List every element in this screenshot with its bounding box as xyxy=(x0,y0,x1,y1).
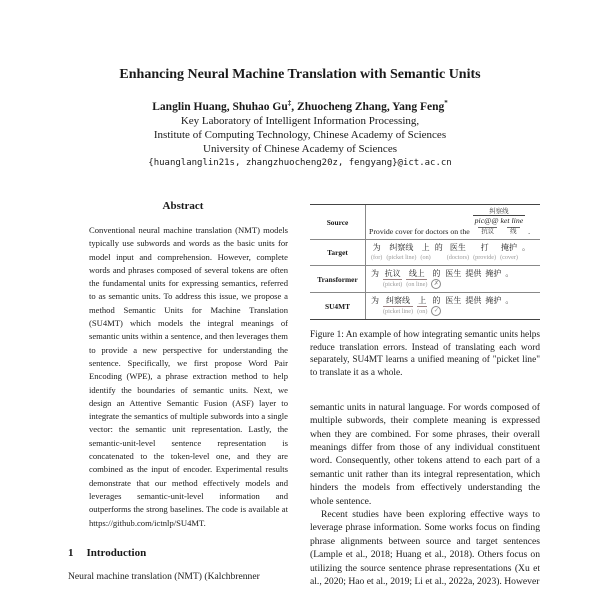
word-item xyxy=(465,296,481,315)
word-gloss: (for) xyxy=(371,254,383,261)
word-chinese: 线上 xyxy=(406,269,427,280)
figure-row-content xyxy=(366,293,540,319)
word-chinese: 抗议 xyxy=(384,269,401,278)
body-paragraph-1: semantic units in natural language. For words composed of multiple subwords, their complete meaning is expressed when they are combined. For some phrases, their overall meanings differ from those of any individual constituent word. Consequently, other tokens attend to each part of a semantic unit rather than its integral representation, which hinders the models from effectively understanding the whole sentence. xyxy=(310,401,540,507)
word-item xyxy=(500,243,518,262)
check-circle-icon: ✓ xyxy=(431,306,441,316)
figure-row-label: Transformer xyxy=(310,266,366,292)
figure-row xyxy=(310,266,540,293)
phrase-above-label: 纠察线 xyxy=(489,208,509,215)
word-item xyxy=(431,296,441,316)
word-item xyxy=(505,296,513,315)
word-gloss: (cover) xyxy=(500,254,518,261)
word-gloss xyxy=(445,279,461,288)
abstract-heading: Abstract xyxy=(162,200,204,212)
author-line xyxy=(0,99,600,113)
word-gloss xyxy=(522,253,530,262)
source-sentence xyxy=(369,208,537,236)
word-chinese: 提供 xyxy=(465,296,482,305)
figure-row-content xyxy=(366,205,540,239)
word-gloss: (doctors) xyxy=(446,254,470,261)
word-item xyxy=(505,269,513,288)
word-item xyxy=(435,243,443,262)
word-item xyxy=(473,243,496,262)
word-item xyxy=(447,243,469,262)
word-gloss: (on) xyxy=(420,254,431,261)
author-names-2: , Zhuocheng Zhang, Yang Feng xyxy=(291,100,445,113)
word-item xyxy=(386,243,416,262)
word-chinese: 上 xyxy=(421,243,430,252)
word-chinese: 纠察线 xyxy=(389,243,414,252)
author-superscript-asterisk: * xyxy=(444,99,448,107)
word-item xyxy=(371,243,382,262)
word-chinese: 的 xyxy=(432,269,441,278)
word-item xyxy=(417,296,427,316)
phrase-english: pic@@ ket line xyxy=(474,216,524,225)
word-gloss xyxy=(485,306,501,315)
word-gloss xyxy=(371,306,379,315)
figure-row-label: Source xyxy=(310,205,366,239)
phrase-below-labels xyxy=(478,227,519,236)
phrase-below-label: 抗议 xyxy=(478,227,497,236)
word-chinese: 为 xyxy=(371,296,379,305)
word-gloss xyxy=(505,306,513,315)
phrase-annotation xyxy=(473,208,526,236)
figure-row-label: SU4MT xyxy=(310,293,366,319)
word-chinese: 为 xyxy=(371,269,379,278)
word-chinese: 提供 xyxy=(465,269,482,278)
word-gloss: (on line) xyxy=(406,281,428,288)
word-item xyxy=(522,243,530,262)
figure-row xyxy=(310,205,540,240)
figure-1-table xyxy=(310,204,540,320)
word-gloss xyxy=(485,279,501,288)
word-gloss: (on) xyxy=(417,308,428,315)
figure-row xyxy=(310,293,540,319)
word-item xyxy=(420,243,430,262)
word-item xyxy=(371,296,379,315)
word-gloss: (provide) xyxy=(473,254,497,261)
word-gloss: (picket line) xyxy=(386,254,417,261)
word-item xyxy=(431,269,441,289)
figure-row-content xyxy=(366,240,540,265)
word-chinese: 的 xyxy=(432,296,441,305)
word-chinese: 掩护 xyxy=(485,269,502,278)
word-chinese: 。 xyxy=(505,269,514,278)
word-gloss xyxy=(505,279,513,288)
word-item xyxy=(465,269,481,288)
word-chinese: 的 xyxy=(434,243,443,252)
word-chinese: 掩护 xyxy=(485,296,502,305)
word-gloss xyxy=(431,279,441,289)
left-column xyxy=(68,194,298,589)
phrase-below-label: 线 xyxy=(507,227,519,236)
figure-row-content xyxy=(366,266,540,292)
cross-circle-icon: ✗ xyxy=(431,279,441,289)
word-gloss xyxy=(445,306,461,315)
paper-title: Enhancing Neural Machine Translation with Semantic Units xyxy=(119,67,481,82)
word-item xyxy=(371,269,379,288)
word-chinese: 纠察线 xyxy=(383,296,413,307)
word-chinese: 为 xyxy=(372,243,381,252)
word-chinese: 医生 xyxy=(449,243,466,252)
word-gloss: (picket line) xyxy=(383,308,414,315)
affiliation-line-3: University of Chinese Academy of Sciences xyxy=(203,143,397,155)
word-item xyxy=(383,296,413,316)
word-chinese: 。 xyxy=(505,296,514,305)
email-line: {huanglanglin21s, zhangzhuocheng20z, fengyang}@ict.ac.cn xyxy=(148,158,452,168)
word-chinese: 打 xyxy=(480,243,489,252)
word-chinese: 医生 xyxy=(445,296,462,305)
section-title: Introduction xyxy=(86,546,147,559)
body-paragraph-2: Recent studies have been exploring effective ways to leverage phrase information. Some works focus on finding phrase alignments between source and target sentences (Lample et al., 2018; Huang et al., 2018). Others focus on utilizing the source sentence phrase representations (Xu et al., 2020; Hao et al., 2019; Li et al., 2022a, 2023). However xyxy=(310,509,540,588)
word-gloss xyxy=(371,279,379,288)
two-column-body xyxy=(68,194,540,589)
intro-paragraph: Neural machine translation (NMT) (Kalchbrenner xyxy=(68,570,260,582)
abstract-text: Conventional neural machine translation (NMT) models typically use subwords and words as the basic units for model input and comprehension. However, complete words and phrases composed of several tokens are often the fundamental units for expressing semantics, referred to as semantic units. To address this issue, we propose a method Semantic Units for Machine Translation (SU4MT) which models the integral meanings of semantic units within a sentence, and then leverages them to provide a new perspective for understanding the sentence. Specifically, we first propose Word Pair Encoding (WPE), a phrase extraction method to help identify the boundaries of semantic units. Next, we design an Attentive Semantic Fusion (ASF) layer to integrate the semantics of multiple subwords into a single vector: the semantic unit representation. Lastly, the semantic-unit-level sentence representation is concatenated to the token-level one, and they are combined as the input of encoder. Experimental results demonstrate that our method effectively models and leverages semantic-unit-level information and outperforms the strong baselines. The code is available at https://github.com/ictnlp/SU4MT. xyxy=(89,225,288,528)
word-item xyxy=(445,296,461,315)
word-gloss: (picket) xyxy=(383,281,403,288)
section-number: 1 xyxy=(68,546,74,559)
word-chinese: 医生 xyxy=(445,269,462,278)
source-prefix-text: Provide cover for doctors on the xyxy=(369,227,472,236)
section-heading-introduction xyxy=(68,547,298,559)
word-item xyxy=(485,296,501,315)
figure-row xyxy=(310,240,540,266)
word-gloss xyxy=(435,253,443,262)
affiliation-line-2: Institute of Computing Technology, Chinese Academy of Sciences xyxy=(153,129,447,141)
word-gloss xyxy=(465,279,481,288)
figure-1-caption: Figure 1: An example of how integrating semantic units helps reduce translation errors. Instead of translating each word separately, SU4MT learns a unified meaning of "picket line" to translate it as a whole. xyxy=(310,330,540,379)
author-superscript-dagger: ‡ xyxy=(287,99,292,107)
word-chinese: 掩护 xyxy=(501,243,518,252)
author-names: Langlin Huang, Shuhao Gu xyxy=(152,100,288,113)
word-chinese: 。 xyxy=(521,243,530,252)
word-chinese: 上 xyxy=(418,296,427,305)
right-column xyxy=(310,194,540,589)
word-item xyxy=(445,269,461,288)
word-item xyxy=(406,269,427,289)
affiliation-line-1: Key Laboratory of Intelligent Information Processing, xyxy=(180,115,420,127)
word-gloss xyxy=(465,306,481,315)
figure-row-label: Target xyxy=(310,240,366,265)
source-suffix-text: . xyxy=(526,227,531,236)
word-item xyxy=(383,269,402,289)
word-gloss xyxy=(431,306,441,316)
word-item xyxy=(485,269,501,288)
